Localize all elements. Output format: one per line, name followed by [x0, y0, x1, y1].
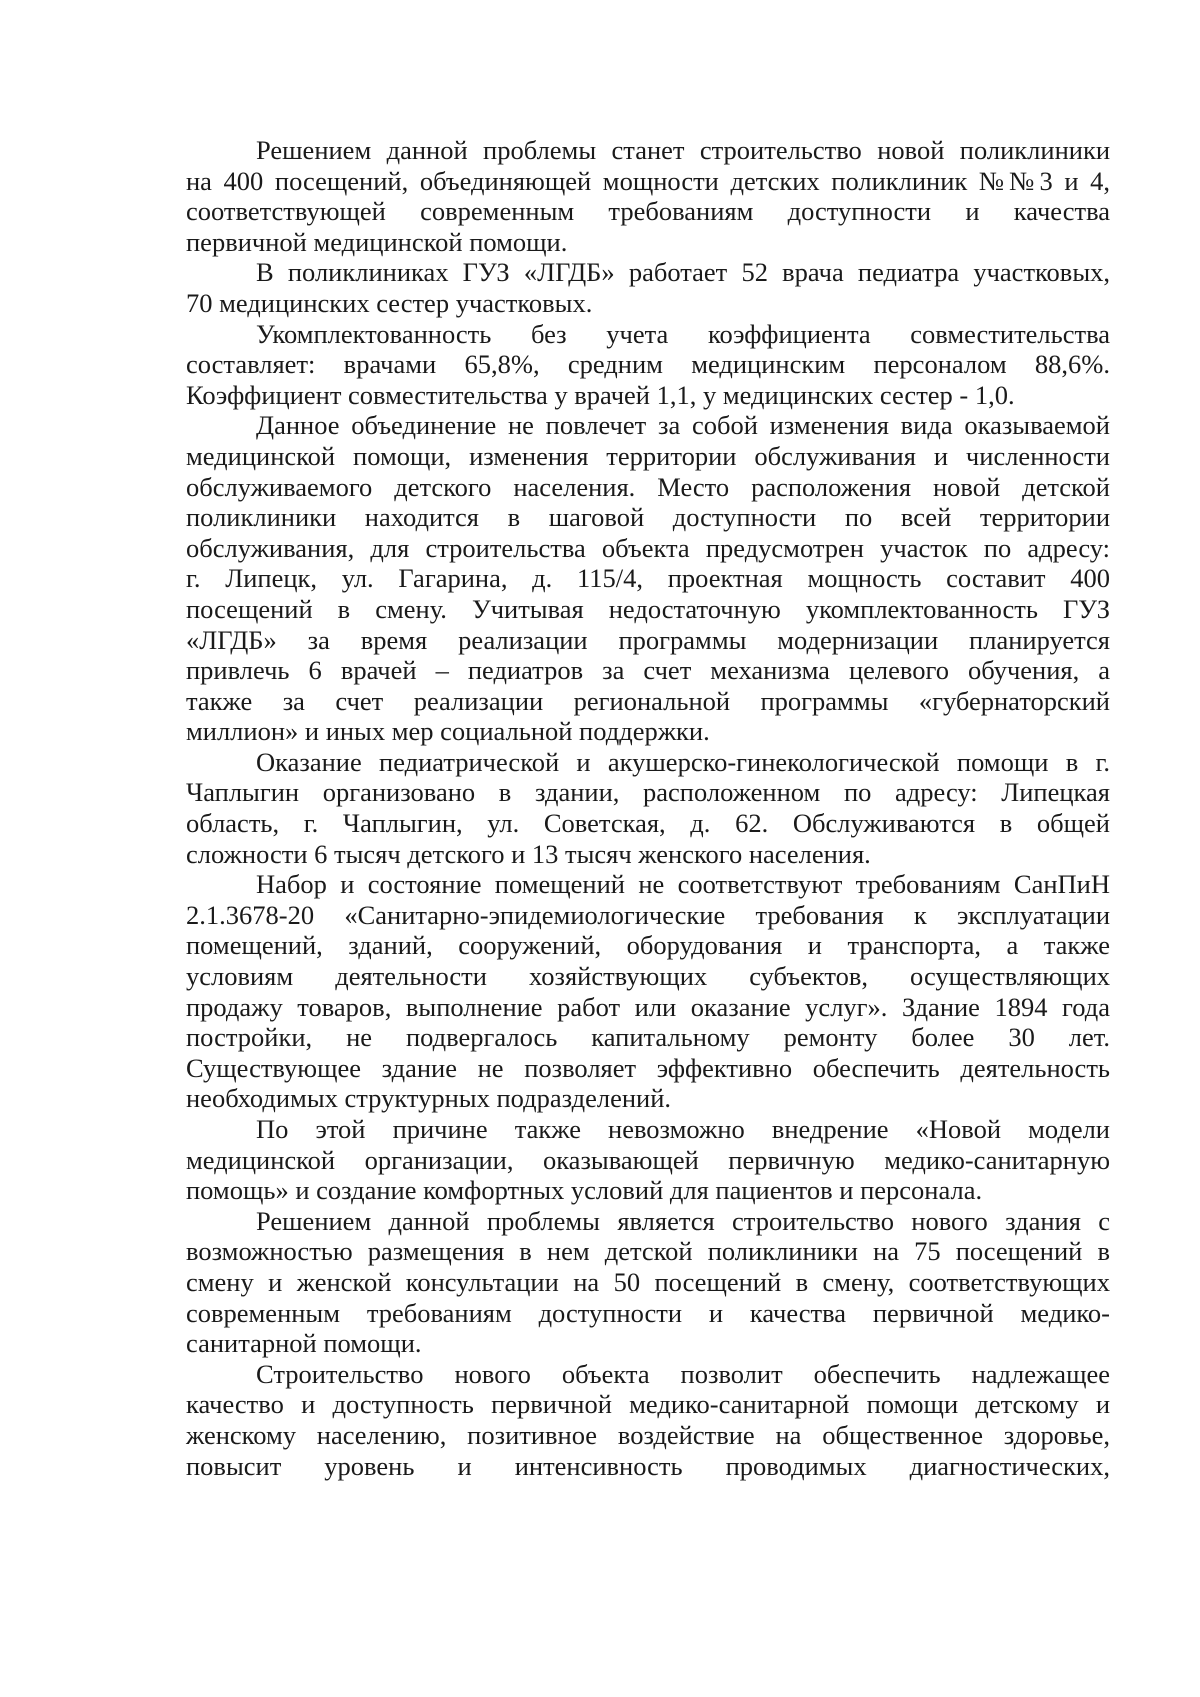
text-line: соответствующей современным требованиям доступности и качества — [186, 196, 1110, 227]
text-line: качество и доступность первичной медико-санитарной помощи детскому и — [186, 1389, 1110, 1420]
text-line: обслуживаемого детского населения. Место расположения новой детской — [186, 471, 1110, 502]
text-line: возможностью размещения в нем детской поликлиники на 75 посещений в — [186, 1236, 1110, 1267]
text-line: 2.1.3678-20 «Санитарно-эпидемиологические требования к эксплуатации — [186, 899, 1110, 930]
text-line: также за счет реализации региональной программы «губернаторский — [186, 685, 1110, 716]
text-line: первичной медицинской помощи. — [186, 226, 568, 257]
text-line: женскому населению, позитивное воздействие на общественное здоровье, — [186, 1419, 1110, 1450]
text-line: санитарной помощи. — [186, 1328, 422, 1359]
paragraph — [186, 869, 1110, 1114]
text-line: условиям деятельности хозяйствующих субъектов, осуществляющих — [186, 961, 1110, 992]
text-line: область, г. Чаплыгин, ул. Советская, д. 62. Обслуживаются в общей — [186, 808, 1110, 839]
paragraph — [186, 1206, 1110, 1359]
text-line: привлечь 6 врачей – педиатров за счет механизма целевого обучения, а — [186, 655, 1110, 686]
text-line: смену и женской консультации на 50 посещений в смену, соответствующих — [186, 1266, 1110, 1297]
text-line: постройки, не подвергалось капитальному ремонту более 30 лет. — [186, 1022, 1110, 1053]
text-line: миллион» и иных мер социальной поддержки. — [186, 716, 710, 747]
text-line: медицинской организации, оказывающей первичную медико-санитарную — [186, 1144, 1110, 1175]
text-line: г. Липецк, ул. Гагарина, д. 115/4, проектная мощность составит 400 — [186, 563, 1110, 594]
text-line: медицинской помощи, изменения территории обслуживания и численности — [186, 440, 1110, 471]
text-line: Коэффициент совместительства у врачей 1,1, у медицинских сестер - 1,0. — [186, 379, 1015, 410]
text-line: Оказание педиатрической и акушерско-гинекологической помощи в г. — [256, 746, 1110, 777]
paragraph — [186, 410, 1110, 747]
document-body — [186, 135, 1110, 1481]
paragraph — [186, 1359, 1110, 1481]
text-line: современным требованиям доступности и качества первичной медико- — [186, 1297, 1110, 1328]
text-line: Существующее здание не позволяет эффективно обеспечить деятельность — [186, 1052, 1110, 1083]
text-line: сложности 6 тысяч детского и 13 тысяч женского населения. — [186, 838, 871, 869]
paragraph — [186, 1114, 1110, 1206]
text-line: Набор и состояние помещений не соответствуют требованиям СанПиН — [256, 869, 1110, 900]
paragraph — [186, 257, 1110, 318]
text-line: составляет: врачами 65,8%, средним медицинским персоналом 88,6%. — [186, 349, 1110, 380]
paragraph — [186, 747, 1110, 869]
text-line: Чаплыгин организовано в здании, расположенном по адресу: Липецкая — [186, 777, 1110, 808]
text-line: 70 медицинских сестер участковых. — [186, 287, 593, 318]
text-line: Решением данной проблемы станет строительство новой поликлиники — [256, 135, 1110, 165]
text-line: В поликлиниках ГУЗ «ЛГДБ» работает 52 врача педиатра участковых, — [256, 257, 1110, 288]
text-line: помещений, зданий, сооружений, оборудования и транспорта, а также — [186, 930, 1110, 961]
text-line: Решением данной проблемы является строительство нового здания с — [256, 1205, 1110, 1236]
text-line: «ЛГДБ» за время реализации программы модернизации планируется — [186, 624, 1110, 655]
text-line: По этой причине также невозможно внедрение «Новой модели — [256, 1114, 1110, 1144]
paragraph — [186, 135, 1110, 257]
text-line: продажу товаров, выполнение работ или оказание услуг». Здание 1894 года — [186, 991, 1110, 1022]
text-line: Данное объединение не повлечет за собой изменения вида оказываемой — [256, 410, 1110, 441]
text-line: обслуживания, для строительства объекта предусмотрен участок по адресу: — [186, 532, 1110, 563]
text-line: Строительство нового объекта позволит обеспечить надлежащее — [256, 1358, 1110, 1389]
text-line: на 400 посещений, объединяющей мощности детских поликлиник №№3 и 4, — [186, 165, 1110, 196]
text-line: помощь» и создание комфортных условий для пациентов и персонала. — [186, 1175, 983, 1206]
text-line: необходимых структурных подразделений. — [186, 1083, 671, 1114]
text-line: повысит уровень и интенсивность проводимых диагностических, — [186, 1450, 1110, 1481]
text-line: посещений в смену. Учитывая недостаточную укомплектованность ГУЗ — [186, 593, 1110, 624]
text-line: Укомплектованность без учета коэффициента совместительства — [256, 318, 1110, 349]
text-line: поликлиники находится в шаговой доступности по всей территории — [186, 502, 1110, 533]
paragraph — [186, 319, 1110, 411]
